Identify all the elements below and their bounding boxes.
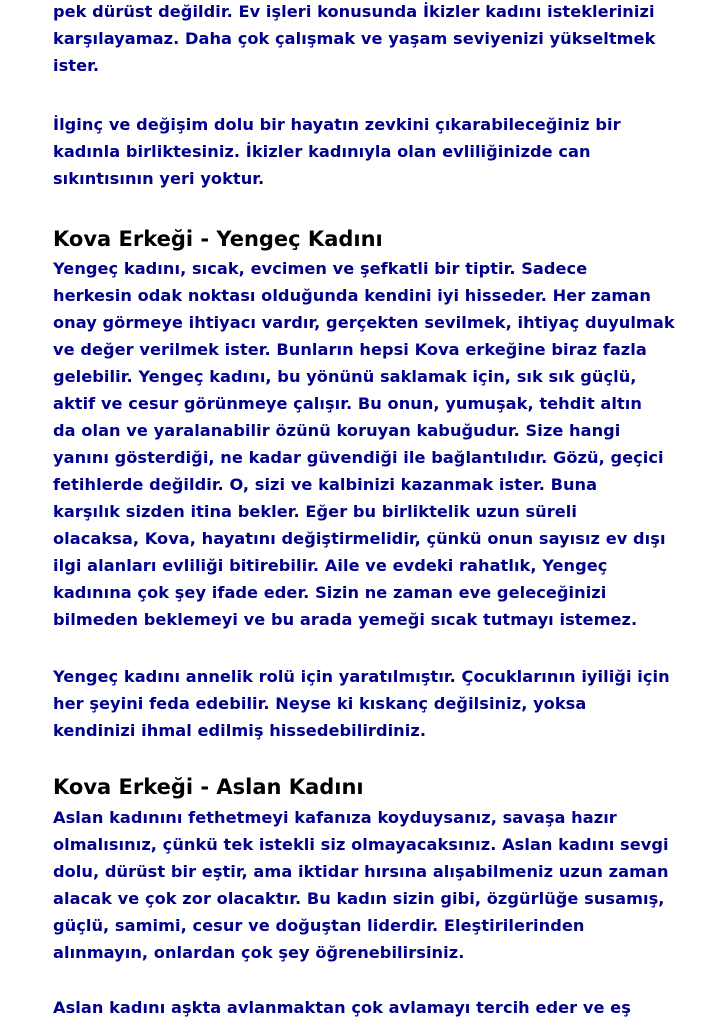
aslan-paragraph-1: Aslan kadınını fethetmeyi kafanıza koyduysanız, savaşa hazır olmalısınız, çünkü tek istekli siz olmayacaksınız. Aslan kadını sevgi dolu, dürüst bir eştir, ama iktidar hırsına alışabilmeniz uzun zaman alacak ve çok zor olacaktır. Bu kadın sizin gibi, özgürlüğe susamış, güçlü, samimi, cesur ve doğuştan liderdir. Eleştirilerinden alınmayın, onlardan çok şey öğrenebilirsiniz. [53,808,669,962]
intro-paragraph-1: pek dürüst değildir. Ev işleri konusunda İkizler kadını isteklerinizi karşılayamaz. Daha çok çalışmak ve yaşam seviyenizi yükseltmek ister. [53,2,656,75]
yengec-paragraph-1: Yengeç kadını, sıcak, evcimen ve şefkatli bir tiptir. Sadece herkesin odak noktası olduğunda kendini iyi hisseder. Her zaman onay görmeye ihtiyacı vardır, gerçekten sevilmek, ihtiyaç duyulmak ve değer verilmek ister. Bunların hepsi Kova erkeğine biraz fazla gelebilir. Yengeç kadını, bu yönünü saklamak için, sık sık güçlü, aktif ve cesur görünmeye çalışır. Bu onun, yumuşak, tehdit altın da olan ve yaralanabilir özünü koruyan kabuğudur. Size hangi yanını gösterdiği, ne kadar güvendiği ile bağlantılıdır. Gözü, geçici fetihlerde değildir. O, sizi ve kalbinizi kazanmak ister. Buna karşılık sizden itina bekler. Eğer bu birliktelik uzun süreli olacaksa, Kova, hayatını değiştirmelidir, çünkü onun sayısız ev dışı ilgi alanları evliliği bitirebilir. Aile ve evdeki rahatlık, Yengeç kadınına çok şey ifade eder. Sizin ne zaman eve geleceğinizi bilmeden beklemeyi ve bu arada yemeği sıcak tutmayı istemez. [53,259,675,629]
intro-paragraph-2: İlginç ve değişim dolu bir hayatın zevkini çıkarabileceğiniz bir kadınla birliktesiniz. İkizler kadınıyla olan evliliğinizde can sıkıntısının yeri yoktur. [53,115,621,188]
section-heading-yengec: Kova Erkeği - Yengeç Kadını [53,227,383,251]
yengec-paragraph-2: Yengeç kadını annelik rolü için yaratılmıştır. Çocuklarının iyiliği için her şeyini feda edebilir. Neyse ki kıskanç değilsiniz, yoksa kendinizi ihmal edilmiş hissedebilirdiniz. [53,667,670,740]
aslan-paragraph-2: Aslan kadını aşkta avlanmaktan çok avlamayı tercih eder ve eş [53,998,631,1017]
section-heading-aslan: Kova Erkeği - Aslan Kadını [53,775,364,799]
